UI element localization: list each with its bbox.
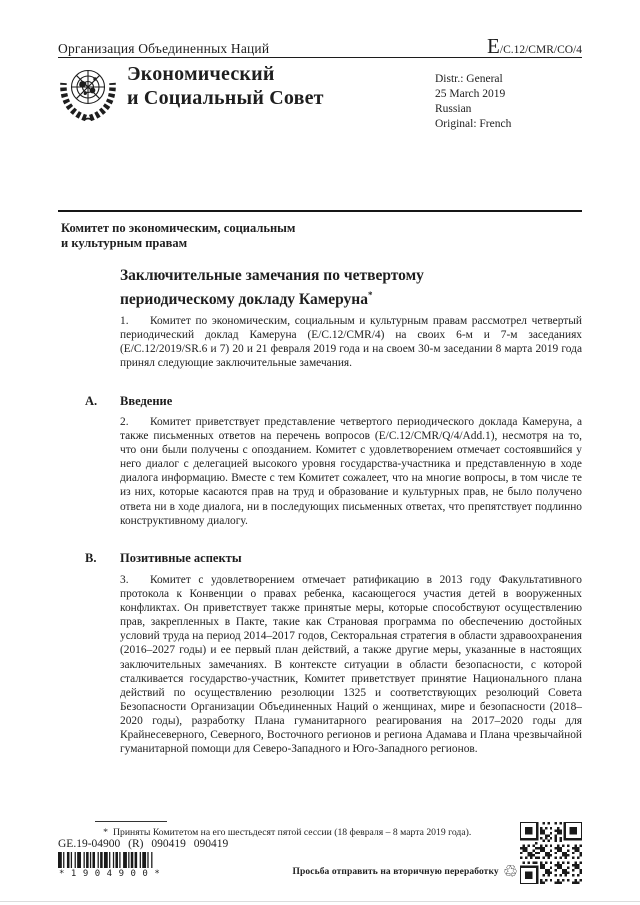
recycle-notice [280, 860, 518, 884]
un-emblem-icon [56, 62, 120, 129]
paragraph-2-number: 2. [120, 416, 129, 428]
document-title [120, 266, 424, 309]
header-top-row [58, 34, 582, 59]
paragraph-2-text: Комитет приветствует представление четвертого периодического доклада Камеруна, а также письменных ответов на перечень вопросов (E/C.12/CMR/Q/4/Add.1), несмотря на то, что они были получены с опозданием. Комитет с удовлетворением отмечает состоявшийся у него диалог с делегацией высокого уровня государства-участника и представленную в ходе диалога информацию. Вместе с тем Комитет сожалеет, что на многие вопросы, в том числе те из них, которые касаются прав на труд и образование и культурных прав, не было получено ответа ни в ходе диалога, ни в последующих письменных ответах, что препятствует подлинно конструктивному диалогу. [120, 416, 582, 527]
header-thin-rule [58, 57, 582, 58]
footnote-text: Приняты Комитетом на его шестьдесят пятой сессии (18 февраля – 8 марта 2019 года). [113, 827, 472, 838]
council-title [127, 63, 324, 110]
paragraph-2 [120, 415, 582, 528]
distr-original: Original: French [435, 118, 512, 130]
committee-heading [61, 221, 295, 251]
title-footnote-marker: * [368, 289, 373, 300]
paragraph-3-number: 3. [120, 574, 129, 586]
header-thick-rule [58, 210, 582, 212]
council-title-line1: Экономический [127, 63, 275, 85]
document-symbol-number: /C.12/CMR/CO/4 [499, 44, 582, 56]
section-a-letter: A. [85, 394, 98, 408]
section-a-label: Введение [120, 394, 173, 408]
org-name: Организация Объединенных Наций [58, 41, 270, 56]
recycle-text: Просьба отправить на вторичную переработку [292, 867, 499, 877]
distr-date: 25 March 2019 [435, 88, 506, 100]
distr-language: Russian [435, 103, 472, 115]
footnote [95, 827, 575, 838]
distr-type: Distr.: General [435, 73, 503, 85]
footnote-marker: * [103, 827, 108, 838]
section-a-heading [85, 394, 172, 409]
council-title-line2: и Социальный Совет [127, 86, 324, 109]
document-symbol [487, 34, 582, 59]
paragraph-1 [120, 314, 582, 370]
paragraph-3-text: Комитет с удовлетворением отмечает ратификацию в 2013 году Факультативного протокола к Конвенции о правах ребенка, касающегося участия детей в вооруженных конфликтах. Он приветствует также принятые меры, которые способствуют осуществлению прав, закрепленных в Пакте, такие как Страновая программа по обеспечению достойных условий труда на период 2014–2017 годов, Секторальная стратегия в области здравоохранения (2016–2027 годы) и ее первый план действий, а также другие меры, указанные в настоящих заключительных замечаниях. В контексте ситуации в области безопасности, с которой сталкивается государство-участник, Комитет приветствует принятие Национального плана действий по осуществлению резолюции 1325 и соответствующих резолюций Совета Безопасности Организации Объединенных Наций о женщинах, мире и безопасности (2018–2020 годы), разработку Плана гуманитарного реагирования на 2017–2020 годы для Крайнесеверного, Северного, Восточного регионов и региона Адамава и Плана чрезвычайной гуманитарной помощи для Северо-Западного и Юго-Западного регионов. [120, 574, 582, 756]
section-b-letter: B. [85, 551, 97, 565]
scan-edge [0, 901, 640, 902]
document-title-line2: периодическому докладу Камеруна* [120, 289, 373, 308]
document-symbol-series: E [487, 34, 500, 58]
committee-line1: Комитет по экономическим, социальным [61, 221, 296, 235]
qr-code-icon [520, 822, 582, 889]
barcode-label: *1904900* [59, 869, 167, 879]
paragraph-1-number: 1. [120, 315, 129, 327]
ge-number: GE.19-04900 (R) 090419 090419 [58, 838, 229, 850]
paragraph-3 [120, 573, 582, 756]
committee-line2: и культурным правам [61, 236, 188, 250]
section-b-heading [85, 551, 242, 566]
recycle-icon: ♲ [502, 861, 518, 882]
footnote-rule [95, 821, 167, 822]
section-b-label: Позитивные аспекты [120, 551, 242, 565]
document-title-line1: Заключительные замечания по четвертому [120, 267, 424, 284]
distribution-block [435, 72, 511, 132]
paragraph-1-text: Комитет по экономическим, социальным и культурным правам рассмотрел четвертый периодический доклад Камеруна (E/C.12/CMR/4) на своих 6-м и 7-м заседаниях (E/C.12/2019/SR.6 и 7) 20 и 21 февраля 2019 года и на своем 30-м заседании 8 марта 2019 года принял следующие заключительные замечания. [120, 315, 582, 370]
